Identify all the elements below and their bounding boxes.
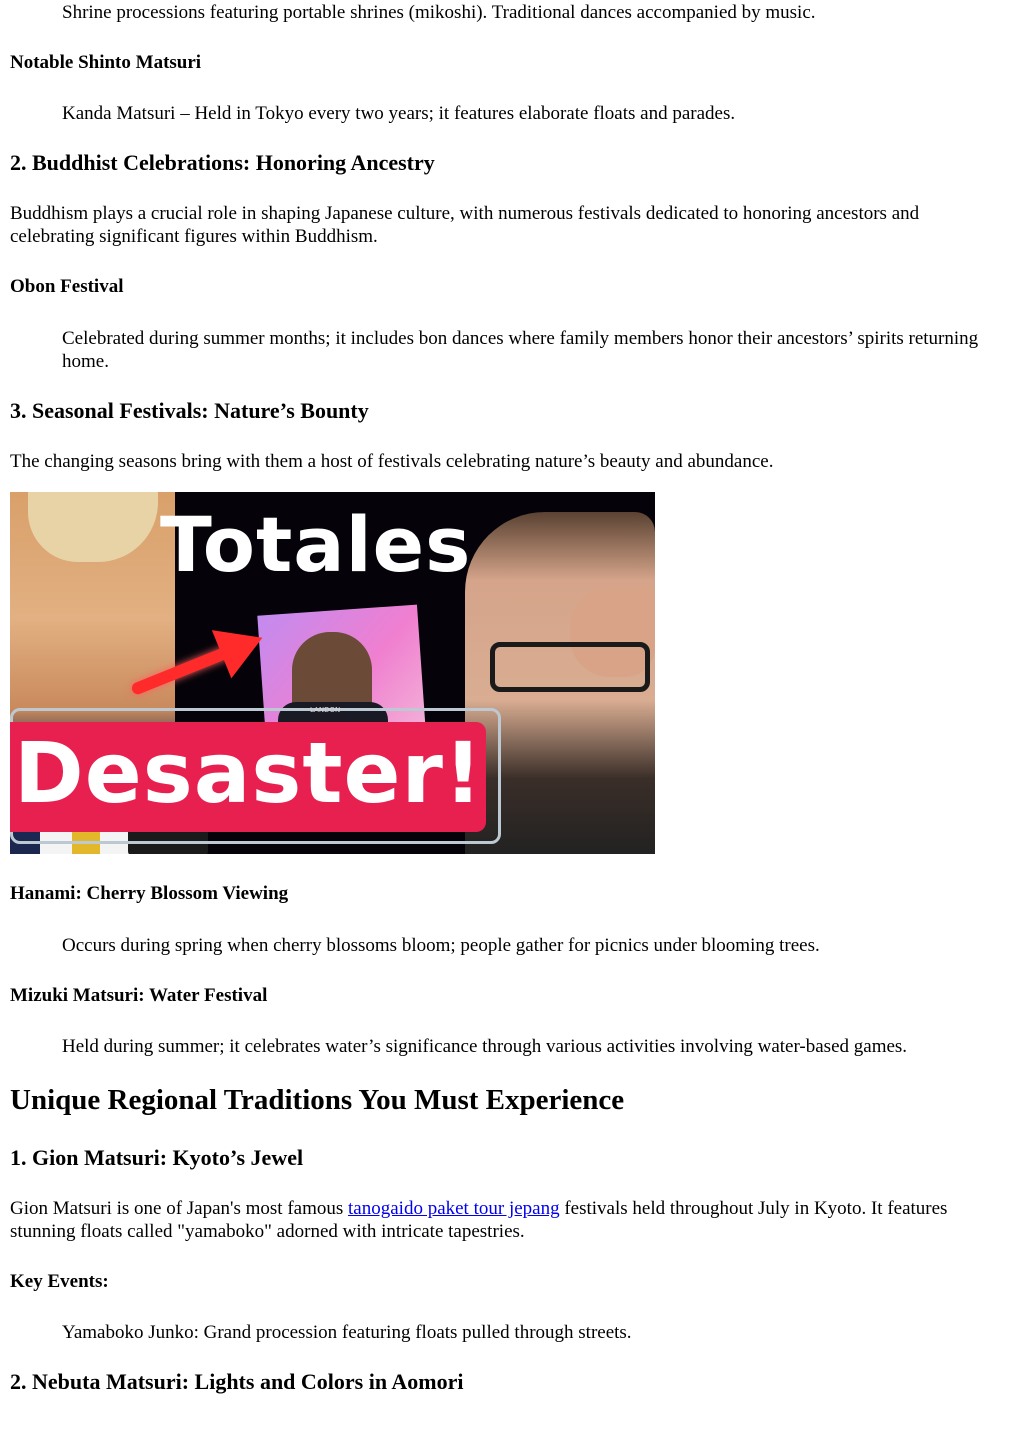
buddhist-paragraph: Buddhism plays a crucial role in shaping Japanese culture, with numerous festivals dedicated to honoring ancestors and celebrating significant figures within Buddhism. [10,203,920,247]
hanami-text: Occurs during spring when cherry blossoms bloom; people gather for picnics under blooming trees. [62,935,820,956]
obon-festival-text: Celebrated during summer months; it includes bon dances where family members honor their ancestors’ spirits returning home. [62,328,979,372]
video-thumbnail-image [10,492,655,854]
seasonal-festivals-heading: 3. Seasonal Festivals: Nature’s Bounty [10,398,369,423]
nebuta-matsuri-heading: 2. Nebuta Matsuri: Lights and Colors in Aomori [10,1369,464,1394]
hanami-heading: Hanami: Cherry Blossom Viewing [10,883,289,904]
buddhist-celebrations-heading: 2. Buddhist Celebrations: Honoring Ancestry [10,150,435,175]
thumbnail-top-text: Totales [160,500,472,589]
gion-text-after: festivals held throughout July in Kyoto. It features stunning floats called "yamaboko" adorned with intricate tapestries. [10,1198,948,1242]
gion-text-before: Gion Matsuri is one of Japan's most famous [10,1198,349,1219]
mizuki-heading: Mizuki Matsuri: Water Festival [10,985,268,1006]
thumbnail-banner-text: Desaster! [14,724,484,822]
yamaboko-text: Yamaboko Junko: Grand procession featuring floats pulled through streets. [62,1322,632,1343]
seasonal-paragraph: The changing seasons bring with them a host of festivals celebrating nature’s beauty and abundance. [10,451,774,472]
gion-matsuri-heading: 1. Gion Matsuri: Kyoto’s Jewel [10,1145,304,1170]
mizuki-text: Held during summer; it celebrates water’s significance through various activities involving water-based games. [62,1036,908,1057]
notable-shinto-heading: Notable Shinto Matsuri [10,52,202,73]
gion-paragraph [10,1197,1005,1243]
glasses-icon [490,642,650,692]
regional-traditions-heading: Unique Regional Traditions You Must Experience [10,1084,625,1116]
kanda-matsuri-text: Kanda Matsuri – Held in Tokyo every two years; it features elaborate floats and parades. [62,103,736,124]
uniform-badge-text: LANDON [310,706,341,714]
obon-festival-heading: Obon Festival [10,276,124,297]
shinto-bullet-text: Shrine processions featuring portable shrines (mikoshi). Traditional dances accompanied by music. [62,2,816,23]
tour-link[interactable]: tanogaido paket tour jepang [348,1198,560,1219]
key-events-heading: Key Events: [10,1271,109,1292]
